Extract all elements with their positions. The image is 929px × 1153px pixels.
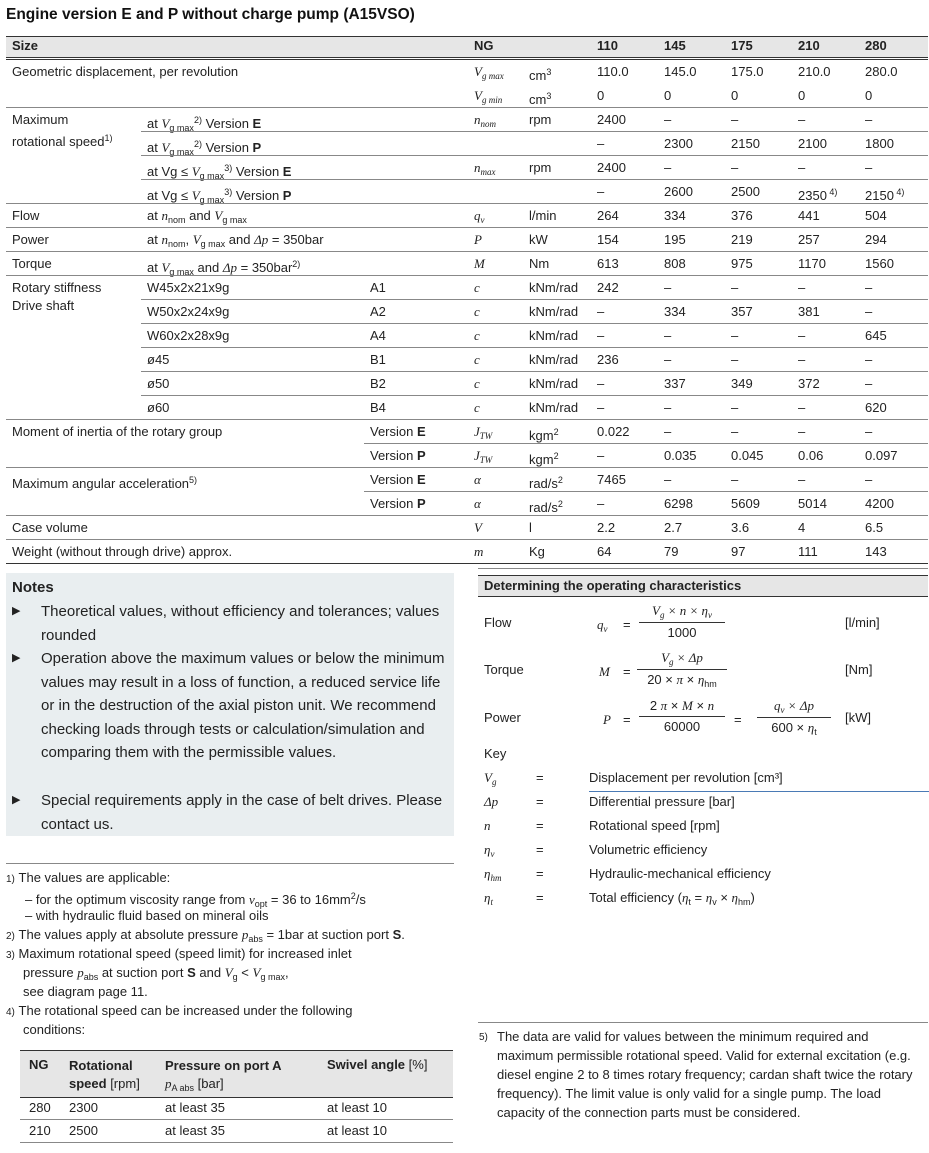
key-equals: = [536,818,544,833]
table-cell: 376 [731,208,753,223]
formula-flow-label: Flow [484,615,512,630]
divider [589,791,929,792]
table-cell: – [865,304,873,319]
formula-flow-symbol: $q_v$ [597,617,608,634]
table-cell: 1170 [798,256,826,271]
row-variant: Version P [370,496,426,511]
table-cell: 2350 $^{4)}$ [798,187,838,203]
row-unit: kgm$^2$ [529,427,559,443]
footnote-1a: – for the optimum viscosity range from $v_{opt} = 36$ to $16mm^2/s$ [25,891,366,909]
divider [364,491,928,492]
table-cell: – [664,424,672,439]
row-unit: l [529,520,532,535]
key-description: Differential pressure [bar] [589,794,735,809]
key-symbol: $\eta_t$ [484,890,493,907]
key-description: Displacement per revolution [cm³] [589,770,783,785]
operating-title: Determining the operating characteristics [484,578,742,593]
table-cell: 4200 [865,496,894,511]
formula-power-unit: [kW] [845,710,871,725]
footnote-3b: pressure $p_{abs}$ at suction port S and $V_g < V_{g max}$, [23,965,289,982]
table-cell: 210 [29,1123,51,1138]
row-variant: A4 [370,328,386,343]
header-ng: NG [474,38,494,53]
divider [478,1022,928,1023]
table-cell: 0 [664,88,672,103]
table-cell: 6298 [664,496,693,511]
speed-table-header-speed: Rotational speed [rpm] [69,1058,140,1091]
divider [20,1142,453,1143]
table-cell: 236 [597,352,619,367]
divider [141,299,928,300]
formula-equals: = [623,664,631,679]
table-cell: 2300 [69,1100,98,1115]
table-cell: 195 [664,232,686,247]
table-cell: 210.0 [798,64,831,79]
row-condition: at $n_{nom}$ and $V_{g max}$ [147,208,247,225]
row-condition: at $Vg \le V_{g max}^{3)}$ Version E [147,163,292,181]
table-cell: 381 [798,304,820,319]
table-cell: 0 [731,88,739,103]
table-cell: 2400 [597,160,626,175]
row-label: Case volume [12,520,88,535]
row-variant: Version E [370,472,426,487]
notes-title: Notes [12,579,54,596]
row-condition: at $n_{nom}$, $V_{g max}$ and Δp = 350bar [147,232,324,249]
table-cell: – [597,496,605,511]
divider [6,467,928,468]
table-cell: at least 35 [165,1100,225,1115]
divider [6,203,928,204]
key-equals: = [536,842,544,857]
row-variant: A1 [370,280,386,295]
table-cell: 808 [664,256,686,271]
table-cell: 0 [597,88,605,103]
divider [141,131,591,132]
table-cell: – [865,280,873,295]
footnote-3: 3) Maximum rotational speed (speed limit) for increased inlet [6,946,352,961]
table-cell: 2600 [664,184,693,199]
table-cell: – [731,280,739,295]
key-description: Hydraulic-mechanical efficiency [589,866,771,881]
table-cell: at least 35 [165,1123,225,1138]
table-cell: 0.022 [597,424,630,439]
row-label: Rotary stiffness [12,280,102,295]
formula-power-label: Power [484,710,521,725]
row-label: rotational speed$^{1)}$ [12,133,113,149]
speed-table-header-ng: NG [29,1057,49,1072]
key-symbol: $\eta_v$ [484,842,495,859]
table-cell: – [865,352,873,367]
divider [6,863,454,864]
row-label: Drive shaft [12,298,75,313]
table-cell: 0.06 [798,448,824,463]
table-cell: – [865,376,873,391]
row-variant: B2 [370,376,386,391]
row-symbol: $J_{TW}$ [474,424,493,441]
row-condition: at $V_{g max}$ and Δp = 350bar$^{2)}$ [147,259,301,277]
key-description: Volumetric efficiency [589,842,708,857]
row-unit: l/min [529,208,557,223]
row-symbol: c [474,328,480,343]
table-cell: 145.0 [664,64,697,79]
row-unit: rpm [529,160,552,175]
key-description: Total efficiency $(\eta_t = \eta_v \times \eta_{hm})$ [589,890,755,907]
row-symbol: c [474,400,480,415]
table-cell: 372 [798,376,820,391]
table-cell: at least 10 [327,1100,387,1115]
table-header-bar [6,36,928,58]
row-variant: Version P [370,448,426,463]
row-condition: W50x2x24x9g [147,304,230,319]
table-cell: 645 [865,328,887,343]
divider [591,179,928,180]
divider [478,568,928,569]
table-cell: 0.035 [664,448,697,463]
table-cell: 0.045 [731,448,764,463]
header-col-145: 145 [664,38,686,53]
formula-torque-label: Torque [484,662,524,677]
key-symbol: $V_g$ [484,770,497,787]
table-cell: – [798,112,806,127]
row-unit: kW [529,232,548,247]
row-symbol: c [474,376,480,391]
formula-torque-fraction: $V_g \times \Delta p$ $20 \times \pi \times \eta_{hm}$ [637,650,727,689]
row-condition: at $V_{g max}^{2)}$ Version P [147,139,262,157]
row-label: Maximum angular acceleration$^{5)}$ [12,475,198,491]
row-symbol: α [474,496,481,511]
formula-torque-unit: [Nm] [845,662,873,677]
table-cell: 175.0 [731,64,764,79]
row-symbol: c [474,352,480,367]
footnote-2: 2) The values apply at absolute pressure $p_{abs} = 1bar$ at suction port S. [6,927,405,944]
table-cell: 2300 [664,136,693,151]
row-unit: Kg [529,544,545,559]
table-cell: at least 10 [327,1123,387,1138]
row-label: Flow [12,208,40,223]
row-symbol: c [474,280,480,295]
table-cell: 280.0 [865,64,898,79]
row-symbol: $V_{g max}$ [474,64,504,81]
table-cell: 219 [731,232,753,247]
row-symbol: $J_{TW}$ [474,448,493,465]
row-variant: B4 [370,400,386,415]
row-condition: ø60 [147,400,170,415]
divider [20,1097,453,1098]
formula-power-symbol: P [603,712,611,727]
header-col-110: 110 [597,38,618,53]
table-cell: 264 [597,208,619,223]
divider [20,1119,453,1120]
row-label: Torque [12,256,52,271]
footnote-1: 1) The values are applicable: [6,870,171,885]
table-cell: – [798,280,806,295]
header-col-175: 175 [731,38,753,53]
table-cell: 6.5 [865,520,884,535]
page-title: Engine version E and P without charge pump (A15VSO) [6,6,415,23]
divider [6,59,928,60]
table-cell: 143 [865,544,887,559]
table-cell: – [798,472,806,487]
footnote-1b: – with hydraulic fluid based on mineral oils [25,908,269,923]
header-col-210: 210 [798,38,820,53]
table-cell: – [597,136,605,151]
formula-equals: = [623,617,631,632]
table-cell: 110.0 [597,64,629,79]
table-cell: 111 [798,544,818,559]
table-cell: 613 [597,256,619,271]
row-symbol: $n_{max}$ [474,160,496,177]
formula-equals: = [623,712,631,727]
row-symbol: α [474,472,481,487]
table-cell: – [597,184,605,199]
divider [364,443,928,444]
table-cell: – [798,328,806,343]
row-symbol: M [474,256,485,271]
table-cell: 349 [731,376,753,391]
bullet-triangle-icon: ▶ [12,794,21,806]
row-condition: at $V_{g max}^{2)}$ Version E [147,115,262,133]
row-label: Power [12,232,49,247]
table-cell: 334 [664,304,686,319]
table-cell: 0 [798,88,806,103]
table-cell: 294 [865,232,887,247]
row-unit: $cm^3$ [529,91,552,107]
table-cell: – [597,328,605,343]
row-variant: Version E [370,424,426,439]
row-label: Geometric displacement, per revolution [12,64,239,79]
row-unit: kNm/rad [529,376,579,391]
table-cell: – [731,328,739,343]
table-cell: – [731,472,739,487]
table-cell: 7465 [597,472,626,487]
table-cell: 1800 [865,136,894,151]
table-cell: 620 [865,400,887,415]
table-cell: – [664,112,672,127]
table-cell: 257 [798,232,820,247]
table-cell: 504 [865,208,887,223]
table-cell: – [597,448,605,463]
row-condition: W45x2x21x9g [147,280,230,295]
table-cell: – [664,472,672,487]
table-cell: 2500 [731,184,760,199]
row-symbol: m [474,544,484,559]
table-cell: – [731,400,739,415]
table-cell: 441 [798,208,820,223]
table-cell: – [664,328,672,343]
key-symbol: Δp [484,794,499,809]
table-cell: 2400 [597,112,626,127]
key-equals: = [536,890,544,905]
divider [6,419,928,420]
row-variant: A2 [370,304,386,319]
notes-box: Notes ▶ Theoretical values, without efficiency and tolerances; values rounded ▶ Operation above the maximum values or below the minimum values may result in a loss of function, a reduced service life or in the destruction of the axial piston unit. We recommend checking loads through tests or calculation/simulation and comparing them with the permissible values. ▶ Special requirements apply in the case of belt drives. Please contact us. [6,573,454,836]
table-cell: 5609 [731,496,760,511]
table-cell: – [798,352,806,367]
divider [6,227,928,228]
row-condition: ø45 [147,352,170,367]
footnote-4: 4) The rotational speed can be increased under the following [6,1003,353,1018]
table-cell: – [731,160,739,175]
table-cell: 2.2 [597,520,616,535]
table-cell: 154 [597,232,619,247]
key-title: Key [484,746,507,761]
row-condition: at $Vg \le V_{g max}^{3)}$ Version P [147,187,292,205]
divider [6,563,928,564]
bullet-triangle-icon: ▶ [12,652,21,664]
divider [6,107,928,108]
row-condition: ø50 [147,376,170,391]
divider [6,275,928,276]
row-unit: kNm/rad [529,280,579,295]
row-symbol: c [474,304,480,319]
header-col-280: 280 [865,38,887,53]
key-equals: = [536,770,544,785]
row-unit: kNm/rad [529,328,579,343]
table-cell: – [597,376,605,391]
row-unit: kNm/rad [529,352,579,367]
table-cell: 357 [731,304,753,319]
table-cell: – [597,304,605,319]
table-cell: 2100 [798,136,827,151]
table-cell: – [664,160,672,175]
table-cell: 2500 [69,1123,98,1138]
divider [141,371,928,372]
footnote-5: The data are valid for values between the minimum required and maximum permissible rotational speed. Valid for external excitation (e.g. diesel engine 2 to 8 times rotary frequency; cardan shaft twice the rotary frequency). The limit value is only valid for a single pump. The load capacity of the connection parts must be considered. [497,1029,913,1120]
table-cell: 97 [731,544,746,559]
row-symbol: P [474,232,482,247]
table-cell: 5014 [798,496,827,511]
table-cell: – [798,424,806,439]
table-cell: 280 [29,1100,51,1115]
divider [6,539,928,540]
row-label: Maximum [12,112,69,127]
divider [141,155,928,156]
table-cell: 2.7 [664,520,683,535]
key-description: Rotational speed [rpm] [589,818,720,833]
table-cell: – [865,112,873,127]
table-cell: 2150 [731,136,760,151]
table-cell: – [865,160,873,175]
table-cell: 337 [664,376,686,391]
table-cell: – [597,400,605,415]
row-symbol: $q_v$ [474,208,485,225]
key-symbol: n [484,818,491,833]
row-condition: W60x2x28x9g [147,328,230,343]
table-cell: 79 [664,544,679,559]
divider [141,395,928,396]
table-cell: 3.6 [731,520,750,535]
speed-table-header-pressure: Pressure on port A $p_{A abs}$ [bar] [165,1058,282,1093]
table-cell: – [865,424,873,439]
table-cell: 1560 [865,256,894,271]
divider [141,323,928,324]
table-cell: – [664,280,672,295]
formula-power-fraction-2: $q_v \times \Delta p$ $600 \times \eta_t$ [757,698,831,737]
table-cell: 2150 $^{4)}$ [865,187,905,203]
table-cell: – [798,400,806,415]
bullet-triangle-icon: ▶ [12,605,21,617]
row-unit: kNm/rad [529,304,579,319]
table-cell: 334 [664,208,686,223]
row-symbol: $V_{g min}$ [474,88,503,105]
table-cell: – [664,352,672,367]
key-equals: = [536,794,544,809]
formula-flow-fraction: $V_g \times n \times \eta_v$ 1000 [639,603,725,640]
table-cell: 64 [597,544,612,559]
divider [6,251,928,252]
row-unit: rad/$s^2$ [529,475,563,491]
key-equals: = [536,866,544,881]
table-cell: – [731,424,739,439]
row-unit: rad/$s^2$ [529,499,563,515]
row-label: Weight (without through drive) approx. [12,544,233,559]
row-symbol: $n_{nom}$ [474,112,496,129]
formula-torque-symbol: M [599,664,610,679]
table-cell: 975 [731,256,753,271]
table-cell: 0 [865,88,873,103]
table-cell: – [865,472,873,487]
row-unit: kgm$^2$ [529,451,559,467]
formula-power-fraction-1: 2 π × M × n 60000 [639,698,725,734]
formula-equals: = [734,712,742,727]
row-unit: rpm [529,112,552,127]
table-cell: – [664,400,672,415]
row-unit: $cm^3$ [529,67,552,83]
table-cell: – [798,160,806,175]
table-cell: 4 [798,520,806,535]
footnote-5-marker: 5) [479,1032,488,1043]
formula-flow-unit: [l/min] [845,615,880,630]
table-cell: 242 [597,280,619,295]
table-cell: 0.097 [865,448,898,463]
divider [141,347,928,348]
table-cell: – [731,112,739,127]
table-cell: – [731,352,739,367]
speed-table-header-swivel: Swivel angle [%] [327,1057,428,1072]
row-label: Moment of inertia of the rotary group [12,424,223,439]
row-unit: Nm [529,256,550,271]
divider [6,515,928,516]
divider [591,131,928,132]
row-variant: B1 [370,352,386,367]
footnote-4b: conditions: [23,1022,86,1037]
row-unit: kNm/rad [529,400,579,415]
divider [141,179,591,180]
key-symbol: $\eta_{hm}$ [484,866,502,883]
footnote-3c: see diagram page 11. [23,984,148,999]
row-symbol: V [474,520,482,535]
header-size: Size [12,38,39,53]
